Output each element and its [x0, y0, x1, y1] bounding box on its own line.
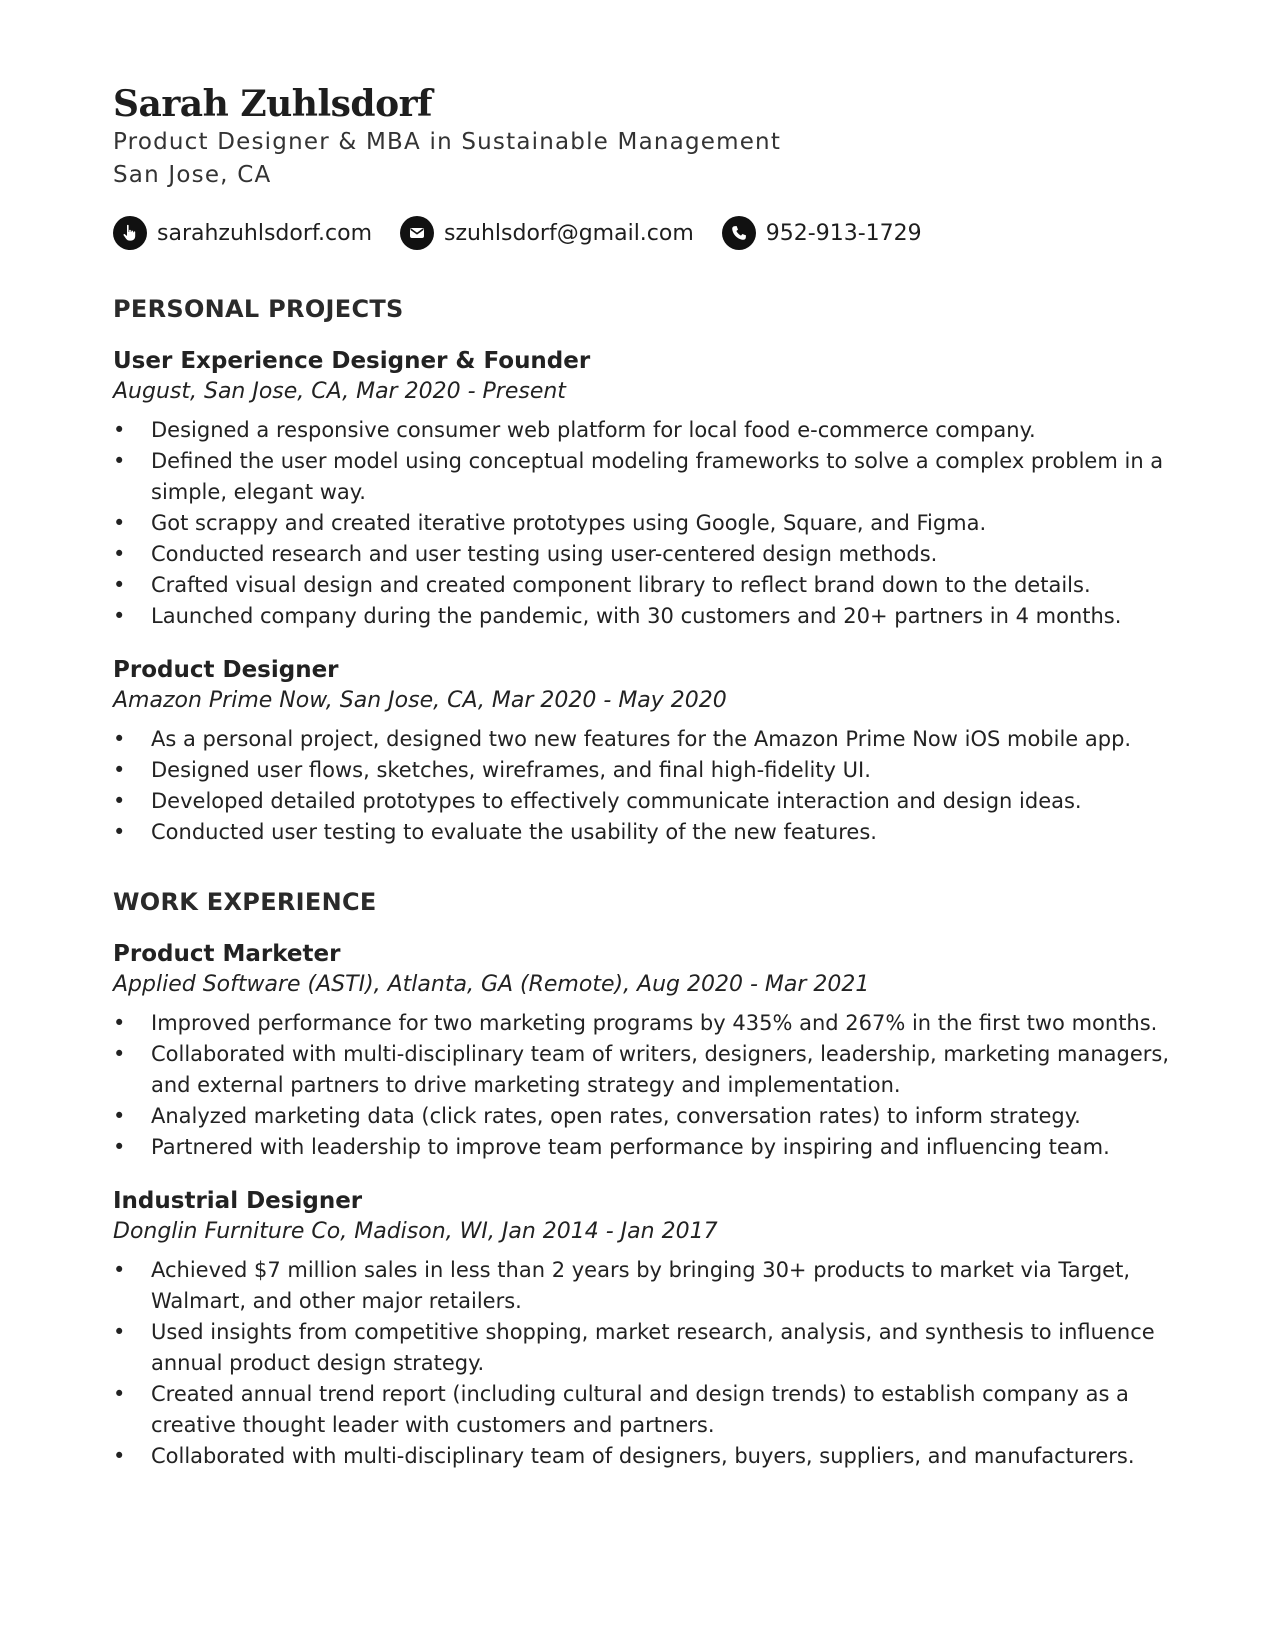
resume-name: Sarah Zuhlsdorf — [113, 83, 433, 125]
bullet-symbol: • — [113, 1011, 126, 1035]
bullet-symbol: • — [113, 1382, 126, 1406]
bullet-symbol: • — [113, 1444, 126, 1468]
bullet-text: As a personal project, designed two new features for the Amazon Prime Now iOS mobile app. — [151, 727, 1132, 751]
bullet-text: Developed detailed prototypes to effectively communicate interaction and design ideas. — [151, 789, 1082, 813]
contact-phone[interactable] — [722, 216, 922, 250]
job-entry — [113, 345, 1193, 632]
bullet-symbol: • — [113, 418, 126, 442]
job-title: Product Designer — [113, 657, 339, 683]
contact-email-text: szuhlsdorf@gmail.com — [444, 220, 694, 246]
contact-phone-text: 952-913-1729 — [765, 220, 922, 246]
bullet-symbol: • — [113, 1320, 126, 1344]
job-meta: Applied Software (ASTI), Atlanta, GA (Remote), Aug 2020 - Mar 2021 — [113, 972, 870, 997]
contact-website[interactable] — [113, 216, 372, 250]
bullet-item — [113, 1317, 1193, 1379]
bullet-item — [113, 1379, 1193, 1441]
bullet-item — [113, 539, 1193, 570]
bullet-text: Got scrappy and created iterative prototypes using Google, Square, and Figma. — [151, 511, 987, 535]
bullet-symbol: • — [113, 511, 126, 535]
resume-page — [113, 82, 1193, 1472]
job-title: Industrial Designer — [113, 1188, 363, 1214]
bullet-item — [113, 415, 1193, 446]
job-title: User Experience Designer & Founder — [113, 348, 591, 374]
job-meta: Amazon Prime Now, San Jose, CA, Mar 2020 - May 2020 — [113, 688, 727, 713]
bullet-text: Collaborated with multi-disciplinary team of designers, buyers, suppliers, and manufacturers. — [151, 1444, 1135, 1468]
bullet-item — [113, 1008, 1193, 1039]
bullet-list — [113, 415, 1193, 632]
job-meta: Donglin Furniture Co, Madison, WI, Jan 2014 - Jan 2017 — [113, 1219, 718, 1244]
bullet-text: Defined the user model using conceptual modeling frameworks to solve a complex problem in a simple, elegant way. — [151, 449, 1164, 504]
bullet-symbol: • — [113, 449, 126, 473]
section-title: PERSONAL PROJECTS — [113, 295, 404, 323]
bullet-text: Achieved $7 million sales in less than 2 years by bringing 30+ products to market via Target, Walmart, and other major retailers. — [151, 1258, 1131, 1313]
bullet-text: Improved performance for two marketing programs by 435% and 267% in the first two months. — [151, 1011, 1158, 1035]
bullet-item — [113, 755, 1193, 786]
bullet-symbol: • — [113, 542, 126, 566]
bullet-symbol: • — [113, 758, 126, 782]
bullet-symbol: • — [113, 573, 126, 597]
bullet-item — [113, 1132, 1193, 1163]
phone-icon — [722, 216, 756, 250]
bullet-item — [113, 601, 1193, 632]
job-entry — [113, 938, 1193, 1163]
bullet-item — [113, 817, 1193, 848]
bullet-symbol: • — [113, 1135, 126, 1159]
bullet-symbol: • — [113, 727, 126, 751]
bullet-item — [113, 1101, 1193, 1132]
pointer-hand-icon — [113, 216, 147, 250]
bullet-text: Conducted user testing to evaluate the usability of the new features. — [151, 820, 877, 844]
bullet-symbol: • — [113, 604, 126, 628]
contact-website-text: sarahzuhlsdorf.com — [157, 220, 373, 246]
bullet-text: Designed a responsive consumer web platform for local food e-commerce company. — [151, 418, 1036, 442]
resume-subtitle: Product Designer & MBA in Sustainable Management — [113, 129, 782, 155]
bullet-symbol: • — [113, 1042, 126, 1066]
bullet-symbol: • — [113, 1258, 126, 1282]
bullet-symbol: • — [113, 820, 126, 844]
bullet-item — [113, 724, 1193, 755]
bullet-list — [113, 1255, 1193, 1472]
job-title: Product Marketer — [113, 941, 341, 967]
bullet-text: Launched company during the pandemic, with 30 customers and 20+ partners in 4 months. — [151, 604, 1122, 628]
bullet-item — [113, 1039, 1193, 1101]
bullet-text: Created annual trend report (including cultural and design trends) to establish company as a creative thought leader with customers and partners. — [151, 1382, 1129, 1437]
section-personal-projects — [113, 295, 1193, 848]
resume-location: San Jose, CA — [113, 162, 272, 188]
bullet-symbol: • — [113, 789, 126, 813]
bullet-item — [113, 1441, 1193, 1472]
bullet-text: Used insights from competitive shopping, market research, analysis, and synthesis to influence annual product design strategy. — [151, 1320, 1155, 1375]
job-entry — [113, 1185, 1193, 1472]
bullet-list — [113, 724, 1193, 848]
bullet-symbol: • — [113, 1104, 126, 1128]
bullet-text: Conducted research and user testing using user-centered design methods. — [151, 542, 938, 566]
bullet-text: Analyzed marketing data (click rates, open rates, conversation rates) to inform strategy. — [151, 1104, 1081, 1128]
contact-bar — [113, 215, 1193, 251]
bullet-item — [113, 508, 1193, 539]
bullet-item — [113, 786, 1193, 817]
section-title: WORK EXPERIENCE — [113, 888, 377, 916]
bullet-text: Partnered with leadership to improve team performance by inspiring and influencing team. — [151, 1135, 1110, 1159]
contact-email[interactable] — [400, 216, 694, 250]
bullet-item — [113, 446, 1193, 508]
job-meta: August, San Jose, CA, Mar 2020 - Present — [113, 379, 566, 404]
bullet-item — [113, 1255, 1193, 1317]
bullet-list — [113, 1008, 1193, 1163]
bullet-item — [113, 570, 1193, 601]
bullet-text: Collaborated with multi-disciplinary team of writers, designers, leadership, marketing managers, and external partners to drive marketing strategy and implementation. — [151, 1042, 1170, 1097]
bullet-text: Designed user flows, sketches, wireframes, and final high-fidelity UI. — [151, 758, 871, 782]
envelope-icon — [400, 216, 434, 250]
bullet-text: Crafted visual design and created component library to reflect brand down to the details. — [151, 573, 1091, 597]
job-entry — [113, 654, 1193, 848]
section-work-experience — [113, 888, 1193, 1472]
